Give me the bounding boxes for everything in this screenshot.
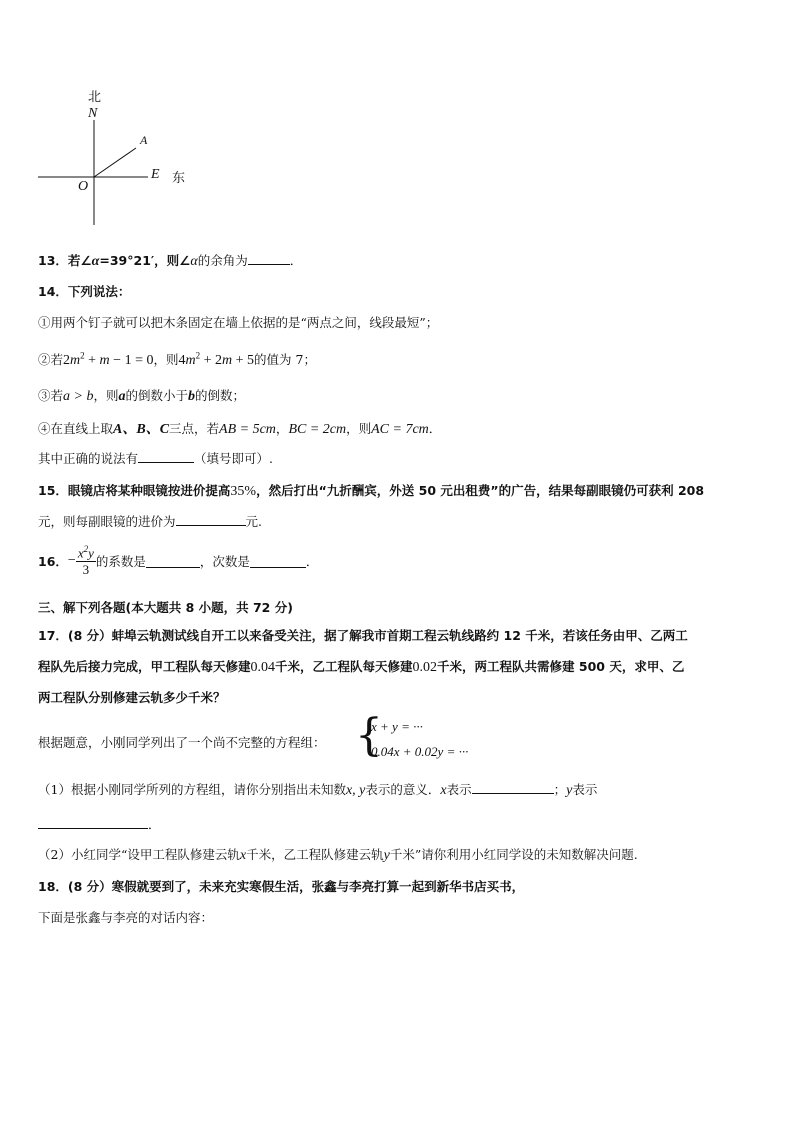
question-18-line-2: 下面是张鑫与李亮的对话内容：	[38, 910, 214, 925]
q14-statement-1: ①用两个钉子就可以把木条固定在墙上依据的是“两点之间，线段最短”；	[38, 315, 439, 330]
question-15-line-1: 15．眼镜店将某种眼镜按进价提高35%，然后打出“九折酬宾，外送 50 元出租费”的广告，结果每副眼镜仍可获利 208	[38, 483, 705, 499]
answer-blank[interactable]	[250, 555, 306, 568]
q14-statement-3: ③若a > b，则a的倒数小于b的倒数；	[38, 388, 246, 404]
answer-blank-x[interactable]	[472, 781, 554, 794]
question-17-line-1: 17．(8 分）蚌埠云轨测试线自开工以来备受关注，据了解我市首期工程云轨线路约 12 千米，若该任务由甲、乙两工	[38, 628, 688, 643]
question-16: 16．− $\frac{x^2y}{3}$ 的系数是 ，次数是 ．	[38, 544, 319, 578]
question-18-line-1: 18．(8 分）寒假就要到了，未来充实寒假生活，张鑫与李亮打算一起到新华书店买书，	[38, 879, 525, 894]
question-13: 13．若∠α=39°21′，则∠α的余角为 ．	[38, 253, 303, 269]
origin-label: O	[78, 179, 89, 194]
q17-part-2: （2）小红同学“设甲工程队修建云轨x千米，乙工程队修建云轨y千米”请你利用小红同学设的未知数解决问题.	[38, 847, 638, 863]
north-label-cn: 北	[88, 90, 102, 105]
q14-statement-4: ④在直线上取A、B、C三点，若AB = 5cm，BC = 2cm，则AC = 7cm．	[38, 421, 442, 437]
q14-answer-line: 其中正确的说法有 （填号即可）.	[38, 451, 273, 466]
east-label: E	[151, 167, 160, 182]
section-heading: 三、解下列各题(本大题共 8 小题，共 72 分)	[38, 600, 293, 615]
equation-2: 0.04x + 0.02y = ···	[371, 744, 469, 759]
answer-blank[interactable]	[146, 555, 200, 568]
question-17-line-3: 两工程队分别修建云轨多少千米？	[38, 690, 226, 705]
point-a-label: A	[140, 133, 148, 147]
q17-part-1-blank-line: ．	[38, 815, 161, 833]
north-label: N	[88, 106, 98, 121]
answer-blank[interactable]	[138, 450, 194, 463]
answer-blank[interactable]	[176, 513, 246, 526]
question-15-line-2: 元，则每副眼镜的进价为 元.	[38, 514, 262, 529]
compass-lines	[30, 115, 160, 230]
q14-statement-2: ②若$2m^2 + m - 1 = 0$，则$4m^2 + 2m + 5$的值为 7；	[38, 350, 316, 368]
equation-brace: {	[355, 710, 383, 761]
answer-blank-y[interactable]	[38, 816, 148, 829]
fraction: $\frac{x^2y}{3}$	[77, 544, 94, 578]
answer-blank[interactable]	[248, 252, 290, 265]
expression: $4m^2 + 2m + 5$	[178, 350, 255, 368]
question-14-title: 14．下列说法：	[38, 284, 131, 299]
question-17-line-2: 程队先后接力完成，甲工程队每天修建0.04千米，乙工程队每天修建0.02千米，两工程队共需修建 500 天，求甲、乙	[38, 659, 685, 675]
q17-setup: 根据题意，小刚同学列出了一个尚不完整的方程组：	[38, 735, 326, 750]
equation-1: x + y = ···	[371, 719, 423, 734]
ray-oa	[94, 148, 136, 177]
east-label-cn: 东	[172, 171, 186, 186]
q17-part-1: （1）根据小刚同学所列的方程组，请你分别指出未知数x, y表示的意义．x表示 ；y表示	[38, 782, 598, 798]
equation: $2m^2 + m - 1 = 0$	[63, 350, 154, 368]
